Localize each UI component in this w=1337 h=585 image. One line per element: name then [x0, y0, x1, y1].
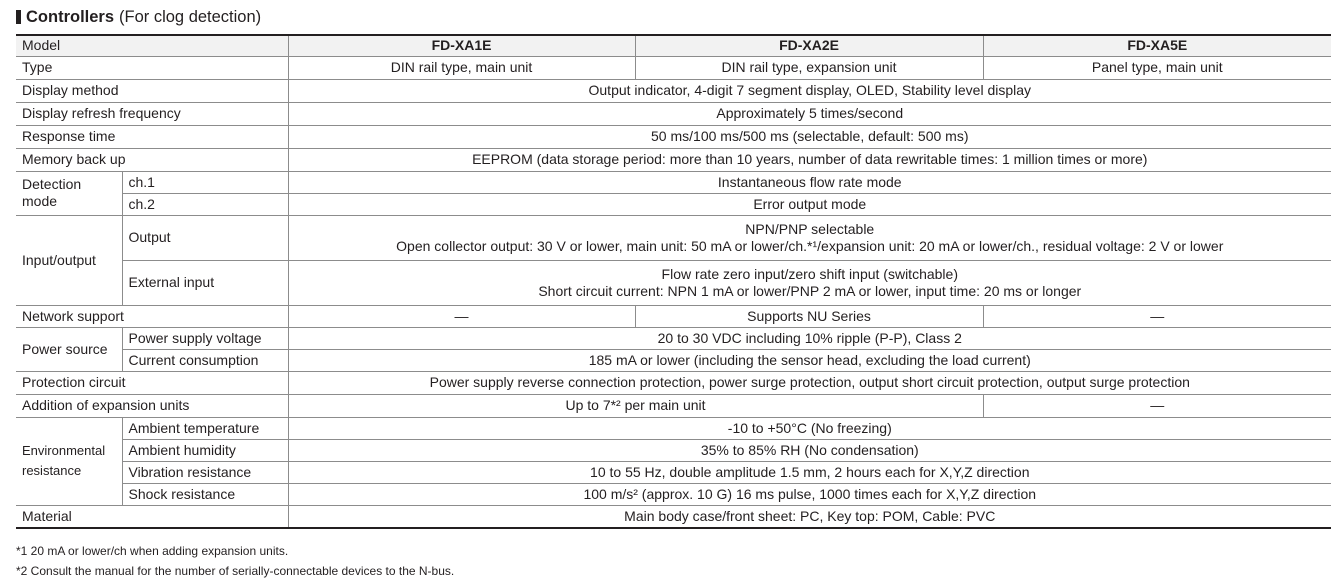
material-label: Material [16, 505, 288, 528]
table-row [16, 56, 1331, 79]
external-input-label: External input [122, 260, 288, 305]
expansion-panel-value: — [983, 394, 1331, 417]
type-label: Type [16, 56, 288, 79]
response-time-label: Response time [16, 125, 288, 148]
ambient-temperature-value: -10 to +50°C (No freezing) [288, 417, 1331, 439]
expansion-label: Addition of expansion units [16, 394, 288, 417]
table-row [16, 461, 1331, 483]
ambient-temperature-label: Ambient temperature [122, 417, 288, 439]
vibration-resistance-value: 10 to 55 Hz, double amplitude 1.5 mm, 2 hours each for X,Y,Z direction [288, 461, 1331, 483]
output-value-line2: Open collector output: 30 V or lower, main unit: 50 mA or lower/ch.*¹/expansion unit: 20 mA or lower/ch., residual voltage: 2 V or lower [396, 237, 1224, 254]
table-row [16, 394, 1331, 417]
output-value [288, 215, 1331, 260]
model-name: FD-XA2E [635, 35, 983, 56]
ch2-label: ch.2 [122, 193, 288, 215]
type-value: DIN rail type, expansion unit [635, 56, 983, 79]
table-row [16, 417, 1331, 439]
environmental-label [16, 417, 122, 505]
network-value: Supports NU Series [635, 305, 983, 327]
ch2-value: Error output mode [288, 193, 1331, 215]
table-row [16, 171, 1331, 193]
type-value: Panel type, main unit [983, 56, 1331, 79]
table-row [16, 439, 1331, 461]
external-input-value [288, 260, 1331, 305]
network-value: — [983, 305, 1331, 327]
model-name: FD-XA1E [288, 35, 635, 56]
heading-subtitle: (For clog detection) [119, 7, 262, 26]
environmental-label-line1: Environmental [22, 443, 106, 458]
ambient-humidity-value: 35% to 85% RH (No condensation) [288, 439, 1331, 461]
supply-voltage-label: Power supply voltage [122, 327, 288, 349]
table-row [16, 193, 1331, 215]
material-value: Main body case/front sheet: PC, Key top: POM, Cable: PVC [288, 505, 1331, 528]
heading-square-icon [16, 10, 21, 24]
footnote: *1 20 mA or lower/ch when adding expansion units. [16, 544, 289, 558]
table-row [16, 35, 1331, 56]
current-consumption-label: Current consumption [122, 349, 288, 371]
environmental-label-line2: resistance [22, 463, 82, 478]
table-row [16, 483, 1331, 505]
table-row [16, 102, 1331, 125]
table-row [16, 148, 1331, 171]
table-row [16, 305, 1331, 327]
table-row [16, 349, 1331, 371]
detection-mode-label-line2: mode [22, 193, 58, 209]
power-source-label: Power source [16, 327, 122, 371]
table-row [16, 327, 1331, 349]
table-row [16, 215, 1331, 260]
network-label: Network support [16, 305, 288, 327]
memory-label: Memory back up [16, 148, 288, 171]
ambient-humidity-label: Ambient humidity [122, 439, 288, 461]
shock-resistance-label: Shock resistance [122, 483, 288, 505]
display-method-label: Display method [16, 79, 288, 102]
detection-mode-label [16, 171, 122, 215]
table-row [16, 371, 1331, 394]
display-method-value: Output indicator, 4-digit 7 segment display, OLED, Stability level display [288, 79, 1331, 102]
ch1-value: Instantaneous flow rate mode [288, 171, 1331, 193]
response-time-value: 50 ms/100 ms/500 ms (selectable, default: 500 ms) [288, 125, 1331, 148]
table-row [16, 505, 1331, 528]
input-output-label: Input/output [16, 215, 122, 305]
spec-table [16, 34, 1331, 529]
display-refresh-value: Approximately 5 times/second [288, 102, 1331, 125]
protection-value: Power supply reverse connection protection, power surge protection, output short circuit protection, output surge protection [288, 371, 1331, 394]
table-row [16, 79, 1331, 102]
output-label: Output [122, 215, 288, 260]
heading-title: Controllers [26, 7, 115, 26]
table-row [16, 125, 1331, 148]
memory-value: EEPROM (data storage period: more than 10 years, number of data rewritable times: 1 million times or more) [288, 148, 1331, 171]
shock-resistance-value: 100 m/s² (approx. 10 G) 16 ms pulse, 1000 times each for X,Y,Z direction [288, 483, 1331, 505]
output-value-line1: NPN/PNP selectable [745, 220, 875, 237]
table-row [16, 260, 1331, 305]
model-label: Model [16, 35, 288, 56]
footnote: *2 Consult the manual for the number of serially-connectable devices to the N-bus. [16, 564, 455, 578]
detection-mode-label-line1: Detection [22, 176, 82, 192]
network-value: — [288, 305, 635, 327]
type-value: DIN rail type, main unit [288, 56, 635, 79]
footnotes [16, 541, 454, 581]
section-heading [16, 5, 261, 29]
protection-label: Protection circuit [16, 371, 288, 394]
supply-voltage-value: 20 to 30 VDC including 10% ripple (P-P), Class 2 [288, 327, 1331, 349]
current-consumption-value: 185 mA or lower (including the sensor head, excluding the load current) [288, 349, 1331, 371]
display-refresh-label: Display refresh frequency [16, 102, 288, 125]
ch1-label: ch.1 [122, 171, 288, 193]
vibration-resistance-label: Vibration resistance [122, 461, 288, 483]
expansion-value: Up to 7*² per main unit [288, 394, 983, 417]
external-input-line2: Short circuit current: NPN 1 mA or lower/PNP 2 mA or lower, input time: 20 ms or longer [538, 282, 1082, 299]
external-input-line1: Flow rate zero input/zero shift input (switchable) [661, 265, 958, 282]
model-name: FD-XA5E [983, 35, 1331, 56]
